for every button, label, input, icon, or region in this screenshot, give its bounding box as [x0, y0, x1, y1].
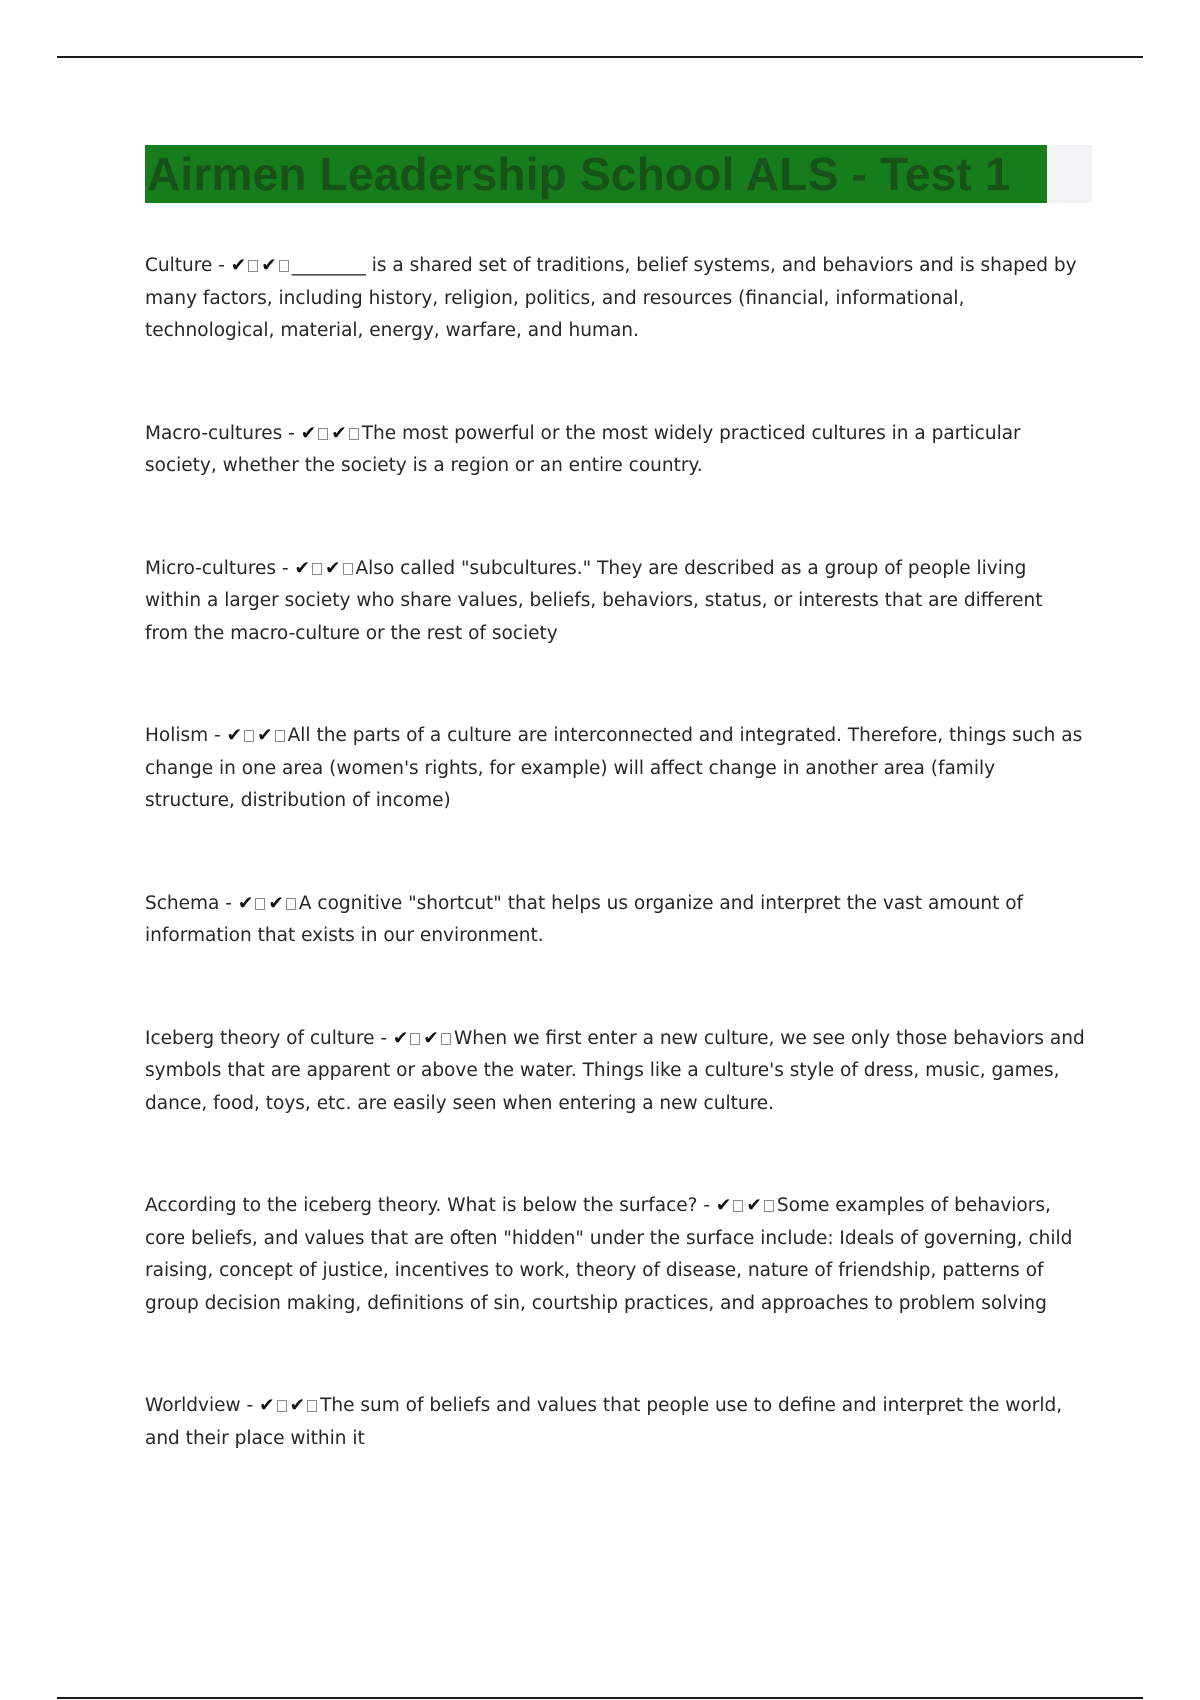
document-title: Airmen Leadership School ALS - Test 1 — [147, 148, 1011, 200]
flashcard-entry: Schema - ✔ ✔ A cognitive "shortcut" that helps us organize and interpret the vast amount of information that exists in our environment. — [145, 892, 1024, 946]
check-icon: ✔ — [257, 725, 273, 746]
check-icon: ✔ — [261, 255, 277, 276]
entry-definition: ________ is a shared set of traditions, belief systems, and behaviors and is shaped by many factors, including history, religion, politics, and resources (financial, informational, technological, material, energy, warfare, and human. — [145, 255, 1077, 341]
bottom-divider — [57, 1697, 1143, 1699]
flashcard-entry: Culture - ✔ ✔ ________ is a shared set of traditions, belief systems, and behaviors and is shaped by many factors, including history, religion, politics, and resources (financial, informational, technological, material, energy, warfare, and human. — [145, 255, 1077, 341]
title-highlight — [145, 145, 1047, 203]
flashcard-entry: According to the iceberg theory. What is below the surface? - ✔ ✔ Some examples of behaviors, core beliefs, and values that are often "hidden" under the surface include: Ideals of governing, child raising, concept of justice, incentives to work, theory of disease, nature of friendship, patterns of group decision making, definitions of sin, courtship practices, and approaches to problem solving — [145, 1195, 1073, 1314]
entry-definition: The most powerful or the most widely practiced cultures in a particular society, whether the society is a region or an entire country. — [145, 422, 1021, 476]
box-icon — [307, 1400, 317, 1412]
entry-definition: When we first enter a new culture, we see only those behaviors and symbols that are apparent or above the water. Things like a culture's style of dress, music, games, dance, food, toys, etc. are easily seen when entering a new culture. — [145, 1027, 1085, 1114]
entry-term: Holism — [145, 725, 209, 746]
entry-definition: The sum of beliefs and values that people use to define and interpret the world, and their place within it — [145, 1395, 1063, 1449]
box-icon — [318, 428, 328, 440]
check-icon: ✔ — [715, 1195, 732, 1216]
flashcard-entry: Micro-cultures - ✔ ✔ Also called "subcultures." They are described as a group of people living within a larger society who share values, beliefs, behaviors, status, or interests that are different from the macro-culture or the rest of society — [145, 557, 1043, 644]
flashcard-entry: Worldview - ✔ ✔ The sum of beliefs and values that people use to define and interpret the world, and their place within it — [145, 1395, 1063, 1449]
flashcard-entry: Holism - ✔ ✔ All the parts of a culture are interconnected and integrated. Therefore, things such as change in one area (women's rights, for example) will affect change in another area (family structure, distribution of income) — [145, 725, 1083, 811]
check-icon: ✔ — [392, 1027, 409, 1049]
box-icon — [733, 1200, 743, 1212]
entry-definition: Also called "subcultures." They are described as a group of people living within a larger society who share values, beliefs, behaviors, status, or interests that are different from the macro-culture or the rest of society — [145, 557, 1043, 644]
box-icon — [279, 260, 289, 272]
box-icon — [248, 260, 258, 272]
box-icon — [349, 428, 359, 440]
entry-definition: Some examples of behaviors, core beliefs, and values that are often "hidden" under the surface include: Ideals of governing, child raising, concept of justice, incentives to work, theory of disease, nature of friendship, patterns of group decision making, definitions of sin, courtship practices, and approaches to problem solving — [145, 1195, 1073, 1314]
check-icon: ✔ — [746, 1195, 762, 1216]
check-icon: ✔ — [423, 1027, 439, 1049]
box-icon — [244, 730, 254, 742]
box-icon — [764, 1200, 774, 1212]
entry-term: Iceberg theory of culture — [145, 1027, 375, 1049]
entry-definition: All the parts of a culture are interconnected and integrated. Therefore, things such as change in one area (women's rights, for example) will affect change in another area (family structure, distribution of income) — [145, 725, 1083, 811]
check-icon: ✔ — [300, 422, 317, 444]
box-icon — [441, 1033, 451, 1045]
entry-term: Worldview — [145, 1395, 241, 1416]
check-icon: ✔ — [226, 725, 243, 746]
flashcard-entry: Iceberg theory of culture - ✔ ✔ When we first enter a new culture, we see only those behaviors and symbols that are apparent or above the water. Things like a culture's style of dress, music, games, dance, food, toys, etc. are easily seen when entering a new culture. — [145, 1027, 1085, 1114]
flashcard-entry: Macro-cultures - ✔ ✔ The most powerful or the most widely practiced cultures in a particular society, whether the society is a region or an entire country. — [145, 422, 1021, 476]
check-icon: ✔ — [268, 892, 284, 914]
box-icon — [275, 730, 285, 742]
check-icon: ✔ — [230, 255, 247, 276]
check-icon: ✔ — [331, 422, 347, 444]
top-divider — [57, 56, 1143, 58]
box-icon — [286, 898, 296, 910]
box-icon — [312, 563, 322, 575]
box-icon — [410, 1033, 420, 1045]
flashcard-list — [145, 250, 1085, 1455]
box-icon — [277, 1400, 287, 1412]
entry-term: According to the iceberg theory. What is below the surface? — [145, 1195, 698, 1216]
check-icon: ✔ — [259, 1395, 275, 1416]
box-icon — [343, 563, 353, 575]
entry-term: Macro-cultures — [145, 422, 283, 444]
check-icon: ✔ — [237, 892, 254, 914]
title-highlight-region — [145, 145, 1092, 203]
box-icon — [255, 898, 265, 910]
entry-term: Micro-cultures — [145, 557, 277, 579]
check-icon: ✔ — [289, 1395, 306, 1416]
entry-term: Schema — [145, 892, 220, 914]
check-icon: ✔ — [294, 557, 310, 579]
check-icon: ✔ — [325, 557, 341, 579]
entry-term: Culture — [145, 255, 213, 276]
entry-definition: A cognitive "shortcut" that helps us organize and interpret the vast amount of information that exists in our environment. — [145, 892, 1024, 946]
